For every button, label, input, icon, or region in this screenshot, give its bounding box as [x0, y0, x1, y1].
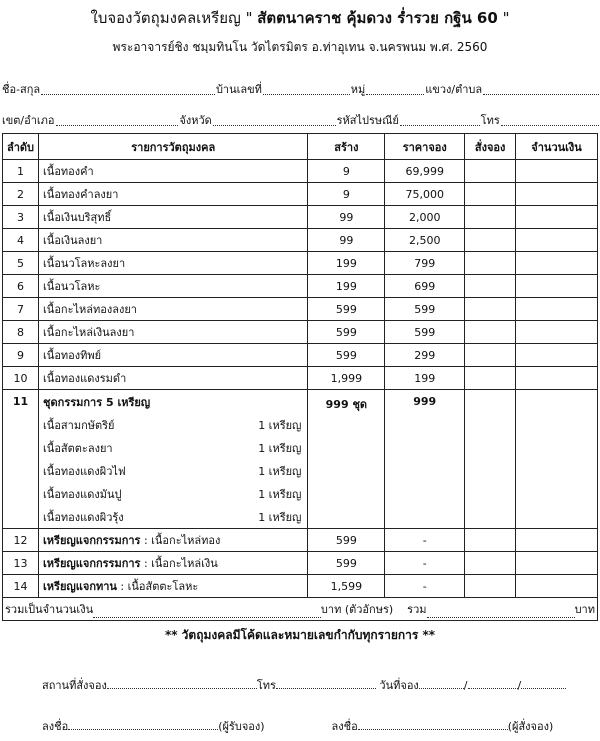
- row-amount-cell[interactable]: [516, 252, 598, 275]
- table-header: [3, 134, 598, 160]
- row-price: 799: [385, 252, 465, 275]
- row-amount-cell[interactable]: [516, 229, 598, 252]
- row-made: 599: [308, 321, 385, 344]
- set-item-name: เนื้อสัตตะลงยา: [43, 441, 113, 455]
- row-made: 99: [308, 229, 385, 252]
- row-made: 9: [308, 183, 385, 206]
- header-made: สร้าง: [308, 134, 385, 160]
- set-item-qty: 1 เหรียญ: [258, 418, 302, 432]
- row-no: 1: [3, 160, 39, 183]
- table-row: [3, 552, 598, 575]
- row-order-cell[interactable]: [465, 229, 516, 252]
- sign-label: ลงชื่อ: [42, 720, 69, 733]
- table-row: [3, 344, 598, 367]
- postcode-field[interactable]: [400, 111, 480, 126]
- footer-phone-field[interactable]: [276, 679, 376, 689]
- row-amount-cell[interactable]: [516, 529, 598, 552]
- baht-text-label: บาท (ตัวอักษร): [320, 603, 394, 616]
- row-made: 199: [308, 252, 385, 275]
- row-no: 8: [3, 321, 39, 344]
- table-row: [3, 367, 598, 390]
- row-item-bold: เหรียญแจกกรรมการ: [43, 557, 141, 570]
- row-no: 7: [3, 298, 39, 321]
- table-row: [3, 183, 598, 206]
- row-item-rest: : เนื้อสัตตะโลหะ: [116, 580, 199, 593]
- row-price: 2,500: [385, 229, 465, 252]
- row-price: 599: [385, 321, 465, 344]
- set-item-qty: 1 เหรียญ: [258, 464, 302, 478]
- row-amount-cell[interactable]: [516, 321, 598, 344]
- header-item: รายการวัตถุมงคล: [39, 134, 308, 160]
- set-item: [43, 459, 303, 482]
- row-price: 2,000: [385, 206, 465, 229]
- baht-label: บาท: [574, 603, 595, 616]
- header-amount: จำนวนเงิน: [516, 134, 598, 160]
- row-made: 999 ชุด: [308, 390, 385, 529]
- table-row: [3, 252, 598, 275]
- date-day-field[interactable]: [419, 679, 464, 689]
- row-amount-cell[interactable]: [516, 275, 598, 298]
- row-price: 199: [385, 367, 465, 390]
- row-item: เนื้อทองคำลงยา: [39, 183, 308, 206]
- title-suffix: ": [497, 9, 510, 27]
- row-price: 599: [385, 298, 465, 321]
- subdistrict-field[interactable]: [483, 80, 599, 95]
- district-label: เขต/อำเภอ: [2, 114, 55, 127]
- row-order-cell[interactable]: [465, 529, 516, 552]
- row-made: 599: [308, 344, 385, 367]
- phone-label: โทร: [480, 114, 500, 127]
- sum-label: รวม: [407, 603, 427, 616]
- row-item-rest: : เนื้อกะไหล่เงิน: [140, 557, 218, 570]
- address-line-2: [2, 111, 600, 129]
- province-field[interactable]: [213, 111, 336, 126]
- row-amount-cell[interactable]: [516, 298, 598, 321]
- district-field[interactable]: [56, 111, 179, 126]
- row-order-cell[interactable]: [465, 183, 516, 206]
- set-item-name: เนื้อทองแดงผิวไฟ: [43, 464, 126, 478]
- row-item: เนื้อเงินบริสุทธิ์: [39, 206, 308, 229]
- row-amount-cell[interactable]: [516, 552, 598, 575]
- slash: /: [463, 679, 468, 692]
- row-amount-cell[interactable]: [516, 367, 598, 390]
- row-no: 9: [3, 344, 39, 367]
- phone-field[interactable]: [501, 111, 599, 126]
- row-no: 2: [3, 183, 39, 206]
- subdistrict-label: แขวง/ตำบล: [425, 83, 483, 96]
- set-item: [43, 436, 303, 459]
- row-item: เนื้อทองทิพย์: [39, 344, 308, 367]
- row-no: 4: [3, 229, 39, 252]
- order-table: [2, 133, 598, 621]
- row-price: 999: [385, 390, 465, 529]
- row-no: 13: [3, 552, 39, 575]
- row-amount-cell[interactable]: [516, 206, 598, 229]
- row-made: 599: [308, 529, 385, 552]
- postcode-label: รหัสไปรษณีย์: [336, 114, 399, 127]
- set-item-qty: 1 เหรียญ: [258, 510, 302, 524]
- note: ** วัตถุมงคลมีโค้ดและหมายเลขกำกับทุกรายการ **: [164, 628, 436, 642]
- name-label: ชื่อ-สกุล: [2, 83, 41, 96]
- row-made: 199: [308, 275, 385, 298]
- table-row: [3, 229, 598, 252]
- header-no: ลำดับ: [3, 134, 39, 160]
- row-no: 5: [3, 252, 39, 275]
- set-title: ชุดกรรมการ 5 เหรียญ: [43, 396, 151, 409]
- row-price: 299: [385, 344, 465, 367]
- row-amount-cell[interactable]: [516, 183, 598, 206]
- address-line-1: [2, 80, 600, 98]
- row-amount-cell[interactable]: [516, 344, 598, 367]
- row-order-cell[interactable]: [465, 252, 516, 275]
- row-no: 6: [3, 275, 39, 298]
- house-no-field[interactable]: [263, 80, 350, 95]
- row-amount-cell[interactable]: [516, 390, 598, 529]
- footer-phone-label: โทร: [256, 679, 276, 692]
- set-item-name: เนื้อทองแดงมันปู: [43, 487, 122, 501]
- row-order-cell[interactable]: [465, 298, 516, 321]
- table-row: [3, 321, 598, 344]
- date-label: วันที่จอง: [379, 679, 419, 692]
- date-month-field[interactable]: [468, 679, 518, 689]
- set-item-name: เนื้อสามกษัตริย์: [43, 418, 115, 432]
- row-made: 1,999: [308, 367, 385, 390]
- row-order-cell[interactable]: [465, 367, 516, 390]
- row-item: [39, 575, 308, 598]
- set-item: [43, 505, 303, 528]
- row-order-cell[interactable]: [465, 344, 516, 367]
- table-row: [3, 575, 598, 598]
- row-item: เนื้อนวโลหะ: [39, 275, 308, 298]
- row-made: 9: [308, 160, 385, 183]
- row-item: [39, 529, 308, 552]
- table-row-set: [3, 390, 598, 529]
- receiver-sign-field[interactable]: [68, 720, 218, 730]
- subtitle: พระอาจารย์ชิง ชมฺมทินโน วัดไตรมิตร อ.ท่าอุเทน จ.นครพนม พ.ศ. 2560: [112, 40, 488, 54]
- total-text-field[interactable]: [93, 608, 321, 618]
- row-price: 699: [385, 275, 465, 298]
- row-item-bold: เหรียญแจกทาน: [43, 580, 117, 593]
- row-order-cell[interactable]: [465, 552, 516, 575]
- row-price: -: [385, 552, 465, 575]
- row-no: 12: [3, 529, 39, 552]
- booking-line: [42, 676, 566, 694]
- date-year-field[interactable]: [521, 679, 566, 689]
- row-item: เนื้อกะไหล่ทองลงยา: [39, 298, 308, 321]
- row-order-cell[interactable]: [465, 160, 516, 183]
- row-amount-cell[interactable]: [516, 160, 598, 183]
- sum-field[interactable]: [427, 608, 575, 618]
- orderer-sign-field[interactable]: [358, 720, 508, 730]
- house-no-label: บ้านเลขที่: [215, 83, 262, 96]
- row-price: -: [385, 529, 465, 552]
- row-no: 11: [3, 390, 39, 529]
- sign-label: ลงชื่อ: [331, 720, 358, 733]
- table-row: [3, 529, 598, 552]
- row-item-bold: เหรียญแจกกรรมการ: [43, 534, 141, 547]
- table-row: [3, 206, 598, 229]
- total-label: รวมเป็นจำนวนเงิน: [5, 603, 94, 616]
- province-label: จังหวัด: [179, 114, 212, 127]
- row-order-cell[interactable]: [465, 275, 516, 298]
- row-item-rest: : เนื้อกะไหล่ทอง: [140, 534, 221, 547]
- row-made: 1,599: [308, 575, 385, 598]
- slash: /: [517, 679, 522, 692]
- row-order-cell[interactable]: [465, 321, 516, 344]
- row-price: -: [385, 575, 465, 598]
- place-field[interactable]: [107, 679, 257, 689]
- row-item: [39, 552, 308, 575]
- row-item: เนื้อนวโลหะลงยา: [39, 252, 308, 275]
- title-bold: สัตตนาคราช คุ้มดวง ร่ำรวย กฐิน 60: [257, 9, 498, 27]
- row-amount-cell[interactable]: [516, 575, 598, 598]
- place-label: สถานที่สั่งจอง: [42, 679, 107, 692]
- row-order-cell[interactable]: [465, 206, 516, 229]
- total-row: [3, 598, 598, 621]
- moo-field[interactable]: [366, 80, 424, 95]
- row-item: เนื้อเงินลงยา: [39, 229, 308, 252]
- set-item-name: เนื้อทองแดงผิวรุ้ง: [43, 510, 124, 524]
- set-item-qty: 1 เหรียญ: [258, 487, 302, 501]
- page-title: [0, 6, 600, 30]
- row-price: 69,999: [385, 160, 465, 183]
- row-made: 599: [308, 552, 385, 575]
- table-row: [3, 275, 598, 298]
- title-prefix: ใบจองวัตถุมงคลเหรียญ ": [90, 9, 258, 27]
- header-price: ราคาจอง: [385, 134, 465, 160]
- table-row: [3, 298, 598, 321]
- header-order: สั่งจอง: [465, 134, 516, 160]
- set-item-qty: 1 เหรียญ: [258, 441, 302, 455]
- orderer-label: (ผู้สั่งจอง): [507, 720, 554, 733]
- row-no: 10: [3, 367, 39, 390]
- row-made: 599: [308, 298, 385, 321]
- set-item: [43, 482, 303, 505]
- signature-line: [42, 717, 553, 735]
- row-made: 99: [308, 206, 385, 229]
- row-no: 14: [3, 575, 39, 598]
- row-item: เนื้อกะไหล่เงินลงยา: [39, 321, 308, 344]
- row-item: เนื้อทองแดงรมดำ: [39, 367, 308, 390]
- table-row: [3, 160, 598, 183]
- receiver-label: (ผู้รับจอง): [218, 720, 265, 733]
- set-item: [43, 413, 303, 436]
- row-order-cell[interactable]: [465, 390, 516, 529]
- name-field[interactable]: [41, 80, 215, 95]
- moo-label: หมู่: [350, 83, 366, 96]
- row-order-cell[interactable]: [465, 575, 516, 598]
- row-no: 3: [3, 206, 39, 229]
- row-price: 75,000: [385, 183, 465, 206]
- row-item: เนื้อทองคำ: [39, 160, 308, 183]
